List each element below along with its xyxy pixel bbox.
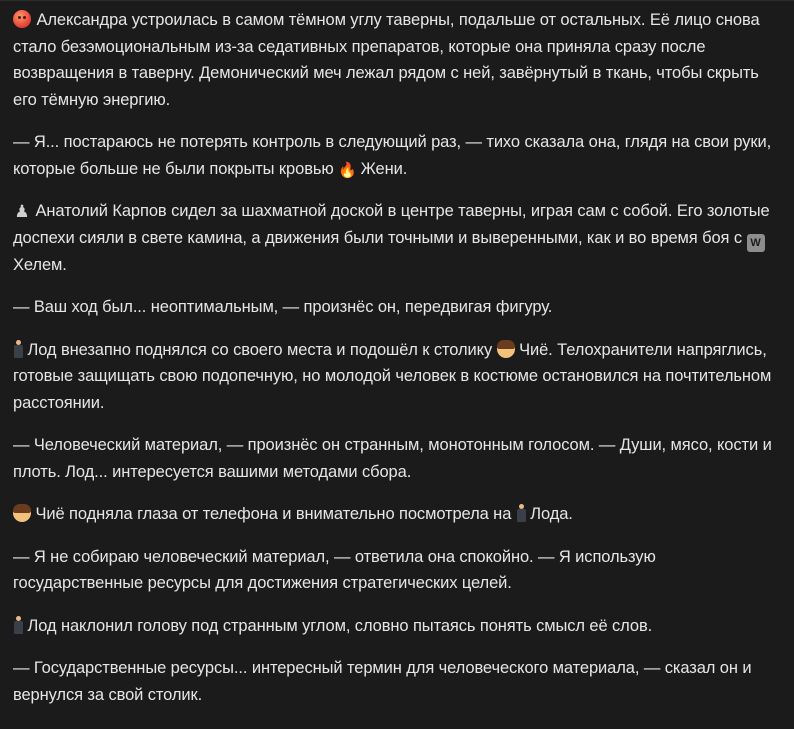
girl-icon (497, 340, 515, 358)
paragraph (13, 544, 783, 597)
paragraph (13, 501, 783, 528)
paragraph-text: Лода. (525, 505, 573, 523)
paragraph-text: Анатолий Карпов сидел за шахматной доской в центре таверны, играя сам с собой. Его золотые доспехи сияли в свете камина, а движения были точными и выверенными, как и во время боя с (13, 202, 775, 247)
girl-icon (13, 504, 31, 522)
paragraph (13, 613, 783, 640)
paragraph (13, 655, 783, 708)
paragraph (13, 294, 783, 321)
paragraph-text: Чиё подняла глаза от телефона и внимательно посмотрела на (35, 505, 516, 523)
paragraph-text: — Я не собираю человеческий материал, — ответила она спокойно. — Я использую государственные ресурсы для достижения стратегических целей. (13, 547, 661, 592)
paragraph-text: Лод внезапно поднялся со своего места и подошёл к столику (27, 340, 497, 359)
paragraph-text: Чиё. Телохранители напряглись, готовые защищать свою подопечную, но молодой человек в костюме остановился на почтительном расстоянии. (13, 340, 776, 412)
top-divider (0, 0, 794, 1)
man-in-suit-icon (13, 340, 23, 358)
paragraph (13, 337, 783, 417)
paragraph-text: Хелем. (13, 228, 769, 274)
message-body (13, 7, 783, 724)
angry-face-icon (13, 10, 31, 28)
paragraph-text: Лод наклонил голову под странным углом, словно пытаясь понять смысл её слов. (27, 616, 653, 635)
man-in-suit-icon (516, 504, 526, 522)
wolf-icon: W (747, 234, 765, 252)
paragraph-text: — Государственные ресурсы... интересный термин для человеческого материала, — сказал он и вернулся за свой столик. (13, 659, 756, 704)
paragraph-text: Жени. (356, 159, 408, 178)
paragraph (13, 129, 783, 182)
paragraph-text: — Ваш ход был... неоптимальным, — произнёс он, передвигая фигуру. (13, 298, 553, 316)
chess-pawn-icon: ♟ (14, 202, 30, 221)
paragraph-text: Александра устроилась в самом тёмном углу таверны, подальше от остальных. Её лицо снова стало безэмоциональным из-за седативных препаратов, которые она приняла сразу после возвращения в таверну. Демонический меч лежал рядом с ней, завёрнутый в ткань, чтобы скрыть его тёмную энергию. (13, 11, 765, 109)
paragraph-text: — Я... постараюсь не потерять контроль в следующий раз, — тихо сказала она, глядя на свои руки, которые больше не были покрыты кровью (13, 133, 776, 178)
paragraph (13, 432, 783, 485)
paragraph-text: — Человеческий материал, — произнёс он странным, монотонным голосом. — Души, мясо, кости и плоть. Лод... интересуется вашими методами сбора. (13, 436, 777, 481)
paragraph (13, 198, 783, 278)
man-in-suit-icon (13, 616, 23, 634)
paragraph (13, 7, 783, 113)
fire-icon: 🔥 (338, 161, 357, 179)
